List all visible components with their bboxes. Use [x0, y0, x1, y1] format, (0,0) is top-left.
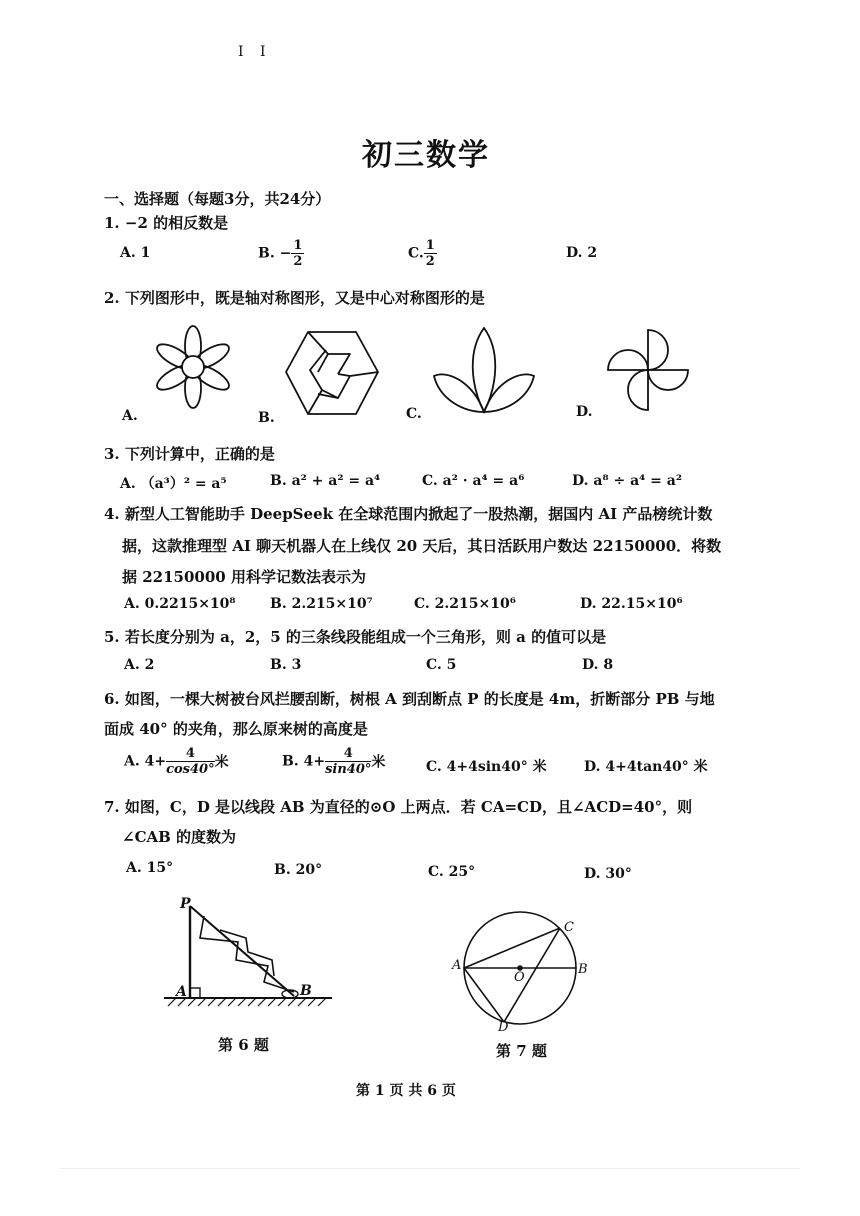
q6-option-a-fraction [166, 746, 215, 777]
q7-option-b: B. 20° [274, 862, 323, 878]
q2-figure-d-pinwheel-icon [600, 322, 696, 418]
q6-option-b-unit: 米 [371, 754, 386, 771]
scan-divider [60, 1168, 800, 1169]
q4-option-a: A. 0.2215×10⁸ [124, 596, 236, 612]
q1-option-c-label: C. [408, 245, 424, 262]
fig6-label-a: A [176, 984, 187, 1000]
question-4-stem-line-3: 据 22150000 用科学记数法表示为 [122, 568, 366, 586]
q7-option-c: C. 25° [428, 864, 476, 880]
page-title: 初三数学 [362, 138, 490, 173]
q6-a-den: cos40° [166, 762, 215, 777]
q5-option-a: A. 2 [124, 657, 155, 673]
q7-option-a: A. 15° [126, 860, 174, 876]
q2-option-a: A. [122, 408, 138, 424]
q6-b-num: 4 [325, 746, 371, 762]
corner-marks: I I [238, 44, 272, 60]
q5-option-b: B. 3 [270, 657, 302, 673]
q6-a-num: 4 [166, 746, 215, 762]
q4-option-b: B. 2.215×10⁷ [270, 596, 373, 612]
q6-option-d: D. 4+4tan40° 米 [584, 759, 708, 775]
q6-option-b [282, 746, 385, 777]
q4-option-c: C. 2.215×10⁶ [414, 596, 516, 612]
fig7-label-c: C [564, 920, 574, 935]
q6-option-b-fraction [325, 746, 371, 777]
q1-option-d: D. 2 [566, 245, 598, 261]
q1-option-a: A. 1 [120, 245, 151, 261]
q1-option-b [258, 238, 304, 269]
chord-ad [464, 968, 504, 1022]
q1-c-den: 2 [425, 254, 435, 269]
q1-option-c [408, 238, 437, 269]
section-heading: 一、选择题（每题3分，共24分） [104, 190, 331, 208]
q2-figure-a-flower-icon [148, 322, 238, 412]
q3-option-a: A. （a³）² = a⁵ [120, 476, 227, 492]
q1-option-b-label: B. − [258, 245, 292, 262]
question-1-stem: 1. −2 的相反数是 [104, 214, 229, 232]
fig7-label-o: O [514, 970, 525, 985]
q1-b-num: 1 [293, 238, 303, 253]
question-7-stem-line-1: 7. 如图，C，D 是以线段 AB 为直径的⊙O 上两点．若 CA=CD，且∠ACD=40°，则 [104, 798, 693, 816]
q2-option-c: C. [406, 406, 422, 422]
question-4-stem-line-1: 4. 新型人工智能助手 DeepSeek 在全球范围内掀起了一股热潮，据国内 AI 产品榜统计数 [104, 505, 713, 523]
q6-b-den: sin40° [325, 762, 372, 777]
page-footer: 第 1 页 共 6 页 [356, 1083, 456, 1099]
question-7-stem-line-2: ∠CAB 的度数为 [122, 828, 237, 846]
q1-option-c-fraction [424, 238, 437, 269]
q5-option-c: C. 5 [426, 657, 457, 673]
q2-figure-c-lotus-icon [432, 324, 536, 416]
q7-option-d: D. 30° [584, 866, 632, 882]
ground-hatch [168, 998, 326, 1006]
q3-option-b: B. a² + a² = a⁴ [270, 473, 381, 489]
fig7-label-b: B [578, 962, 588, 977]
q1-b-den: 2 [293, 254, 303, 269]
q3-option-c: C. a² · a⁴ = a⁶ [422, 473, 525, 489]
fig7-label-d: D [498, 1020, 509, 1035]
chord-cd [504, 928, 560, 1022]
q1-c-num: 1 [425, 238, 435, 253]
question-4-stem-line-2: 据，这款推理型 AI 聊天机器人在上线仅 20 天后，其日活跃用户数达 22150000．将数 [122, 537, 722, 555]
q1-option-b-fraction [291, 238, 304, 269]
question-6-stem-line-2: 面成 40° 的夹角，那么原来树的高度是 [104, 720, 368, 738]
q2-figure-b-hexagon-icon [284, 328, 380, 420]
q2-option-d: D. [576, 404, 593, 420]
question-5-stem: 5. 若长度分别为 a，2，5 的三条线段能组成一个三角形，则 a 的值可以是 [104, 628, 607, 646]
q4-option-d: D. 22.15×10⁶ [580, 596, 683, 612]
q6-option-c: C. 4+4sin40° 米 [426, 759, 547, 775]
chord-ac [464, 928, 560, 968]
q6-option-b-label: B. 4+ [282, 753, 326, 770]
broken-part-pb [190, 906, 294, 996]
figure-7-caption: 第 7 题 [496, 1042, 547, 1060]
q6-option-a [124, 746, 229, 777]
question-3-stem: 3. 下列计算中，正确的是 [104, 445, 275, 463]
figure-6-broken-tree [160, 894, 340, 1018]
right-angle-mark [190, 988, 200, 998]
q5-option-d: D. 8 [582, 657, 614, 673]
figure-6-caption: 第 6 题 [218, 1036, 269, 1054]
q3-option-d: D. a⁸ ÷ a⁴ = a² [572, 473, 682, 489]
q2-option-b: B. [258, 410, 275, 426]
fig7-label-a: A [452, 958, 462, 973]
q6-option-a-label: A. 4+ [124, 753, 167, 770]
fig6-label-p: P [180, 896, 191, 912]
question-6-stem-line-1: 6. 如图，一棵大树被台风拦腰刮断，树根 A 到刮断点 P 的长度是 4m，折断部分 PB 与地 [104, 690, 715, 708]
question-2-stem: 2. 下列图形中，既是轴对称图形，又是中心对称图形的是 [104, 289, 485, 307]
fig6-label-b: B [300, 983, 312, 999]
q6-option-a-unit: 米 [214, 754, 229, 771]
